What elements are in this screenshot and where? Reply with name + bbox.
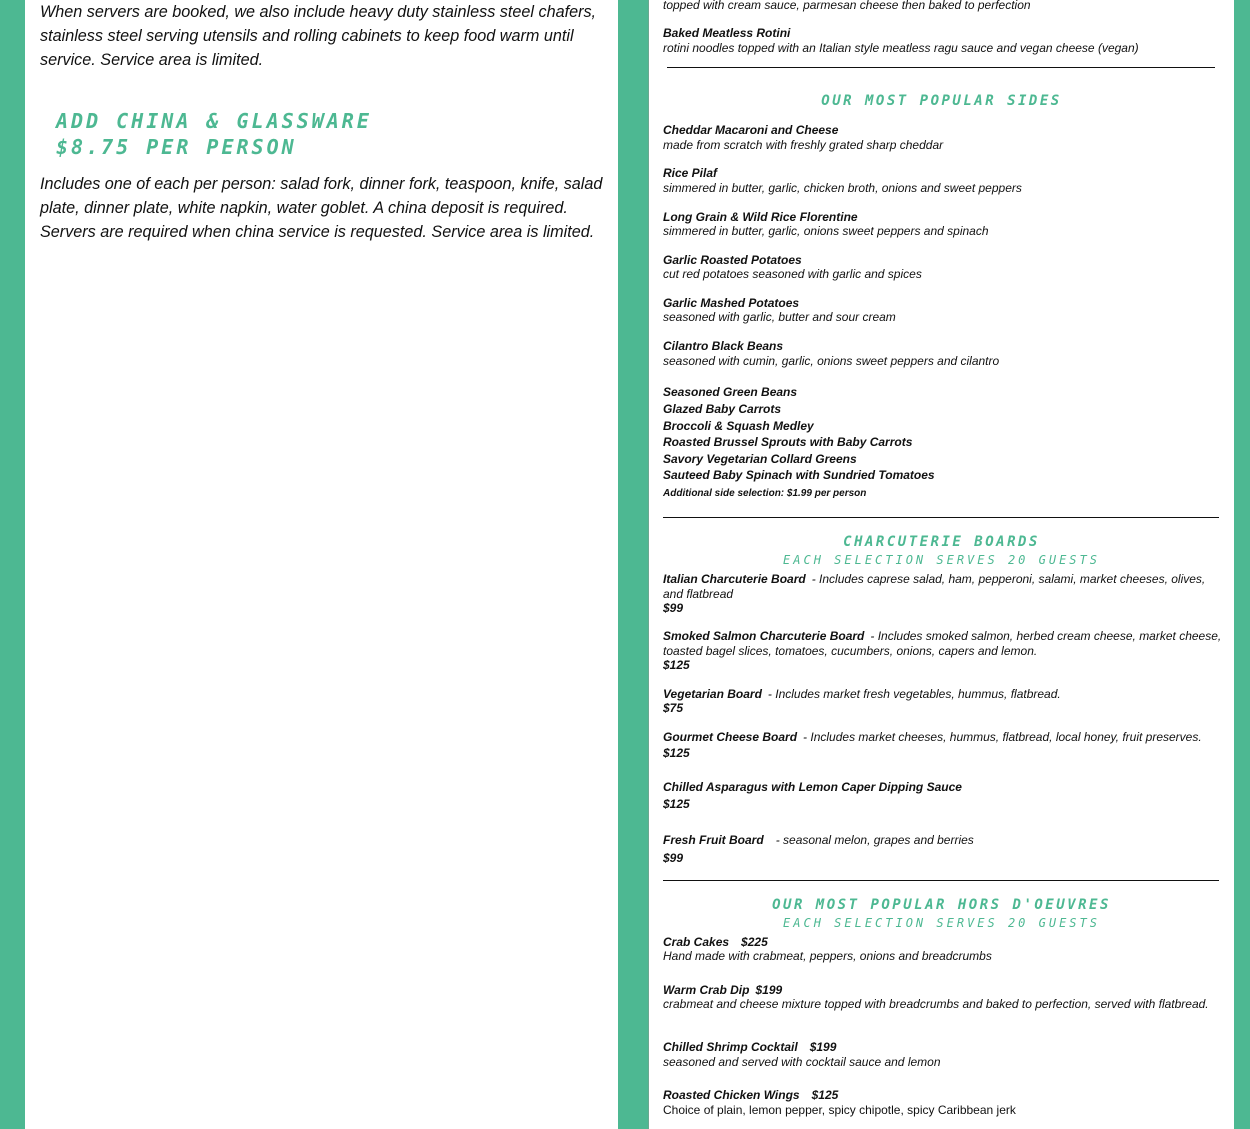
hors-item-title (663, 1040, 1223, 1055)
hors-name: Chilled Shrimp Cocktail (663, 1040, 798, 1054)
board-name: Vegetarian Board (663, 687, 762, 701)
side-simple: Seasoned Green Beans (663, 385, 798, 399)
hors-price: $125 (811, 1088, 839, 1102)
sides-heading: OUR MOST POPULAR SIDES (821, 93, 1062, 109)
right-panel (648, 0, 1234, 1129)
board-desc: - seasonal melon, grapes and berries (775, 833, 974, 847)
previous-entree-desc: topped with cream sauce, parmesan cheese then baked to perfection (663, 0, 1031, 12)
divider (663, 880, 1219, 881)
hors-item-title (663, 1088, 1223, 1103)
divider (663, 517, 1219, 518)
side-desc: made from scratch with freshly grated sharp cheddar (663, 138, 944, 152)
side-simple: Roasted Brussel Sprouts with Baby Carrots (663, 435, 913, 449)
china-price: $8.75 PER PERSON (56, 135, 297, 159)
board-item (663, 629, 1223, 658)
left-panel (25, 0, 618, 1129)
board-item (663, 687, 1223, 702)
hors-subheading: EACH SELECTION SERVES 20 GUESTS (783, 916, 1100, 930)
charcuterie-heading: CHARCUTERIE BOARDS (843, 534, 1040, 550)
board-price: $75 (663, 701, 684, 715)
hors-price: $225 (741, 935, 768, 949)
board-price: $125 (663, 797, 690, 811)
side-name: Garlic Roasted Potatoes (663, 253, 802, 267)
servers-intro-text: When servers are booked, we also include heavy duty stainless steel chafers, stainless steel serving utensils and rolling cabinets to keep food warm until service. Service area is limited. (40, 3, 597, 69)
side-simple: Savory Vegetarian Collard Greens (663, 452, 857, 466)
side-desc: seasoned with cumin, garlic, onions sweet peppers and cilantro (663, 354, 1000, 368)
side-simple: Glazed Baby Carrots (663, 402, 782, 416)
hors-price: $199 (809, 1040, 837, 1054)
additional-side-note: Additional side selection: $1.99 per person (663, 488, 867, 499)
board-name: Chilled Asparagus with Lemon Caper Dipping Sauce (663, 780, 962, 794)
board-name: Italian Charcuterie Board (663, 572, 806, 586)
side-name: Garlic Mashed Potatoes (663, 296, 800, 310)
hors-item-title (663, 983, 1223, 998)
board-name: Smoked Salmon Charcuterie Board (663, 629, 865, 643)
side-name: Cilantro Black Beans (663, 339, 784, 353)
hors-price: $199 (755, 983, 783, 997)
hors-desc: crabmeat and cheese mixture topped with breadcrumbs and baked to perfection, served with flatbread. (663, 997, 1209, 1011)
board-price: $125 (663, 658, 690, 672)
board-price: $99 (663, 601, 684, 615)
side-name: Rice Pilaf (663, 166, 718, 180)
rotini-name: Baked Meatless Rotini (663, 26, 791, 40)
board-name: Gourmet Cheese Board (663, 730, 798, 744)
hors-desc: Choice of plain, lemon pepper, spicy chipotle, spicy Caribbean jerk (663, 1103, 1016, 1117)
hors-name: Warm Crab Dip (663, 983, 750, 997)
board-name: Fresh Fruit Board (663, 833, 764, 847)
hors-name: Crab Cakes (663, 935, 730, 949)
hors-desc: seasoned and served with cocktail sauce and lemon (663, 1055, 941, 1069)
side-desc: cut red potatoes seasoned with garlic and spices (663, 267, 922, 281)
hors-name: Roasted Chicken Wings (663, 1088, 800, 1102)
side-name: Cheddar Macaroni and Cheese (663, 123, 839, 137)
board-item (663, 730, 1223, 745)
side-desc: simmered in butter, garlic, chicken broth, onions and sweet peppers (663, 181, 1022, 195)
side-name: Long Grain & Wild Rice Florentine (663, 210, 858, 224)
side-simple: Sauteed Baby Spinach with Sundried Tomatoes (663, 468, 935, 482)
side-simple: Broccoli & Squash Medley (663, 419, 814, 433)
side-desc: seasoned with garlic, butter and sour cream (663, 310, 896, 324)
board-price: $99 (663, 851, 684, 865)
hors-item-title (663, 935, 1223, 950)
board-desc: - Includes market cheeses, hummus, flatbread, local honey, fruit preserves. (803, 730, 1202, 744)
board-item (663, 833, 1223, 848)
rotini-desc: rotini noodles topped with an Italian style meatless ragu sauce and vegan cheese (vegan) (663, 41, 1139, 55)
board-item (663, 572, 1223, 601)
divider (667, 67, 1215, 68)
hors-heading: OUR MOST POPULAR HORS D'OEUVRES (772, 897, 1111, 913)
china-heading: ADD CHINA & GLASSWARE (56, 109, 372, 133)
board-desc: - Includes market fresh vegetables, hummus, flatbread. (767, 687, 1061, 701)
china-description: Includes one of each per person: salad fork, dinner fork, teaspoon, knife, salad plate, dinner plate, white napkin, water goblet. A china deposit is required. Servers are required when china service is requested. Service area is limited. (40, 175, 603, 241)
charcuterie-subheading: EACH SELECTION SERVES 20 GUESTS (783, 553, 1100, 567)
board-desc: - Includes smoked salmon, herbed cream cheese, market cheese, toasted bagel slices, tomatoes, cucumbers, onions, capers and lemon. (663, 629, 1222, 658)
side-desc: simmered in butter, garlic, onions sweet peppers and spinach (663, 224, 989, 238)
board-price: $125 (663, 746, 690, 760)
hors-desc: Hand made with crabmeat, peppers, onions and breadcrumbs (663, 949, 992, 963)
board-desc: - Includes caprese salad, ham, pepperoni, salami, market cheeses, olives, and flatbread (663, 572, 1206, 601)
